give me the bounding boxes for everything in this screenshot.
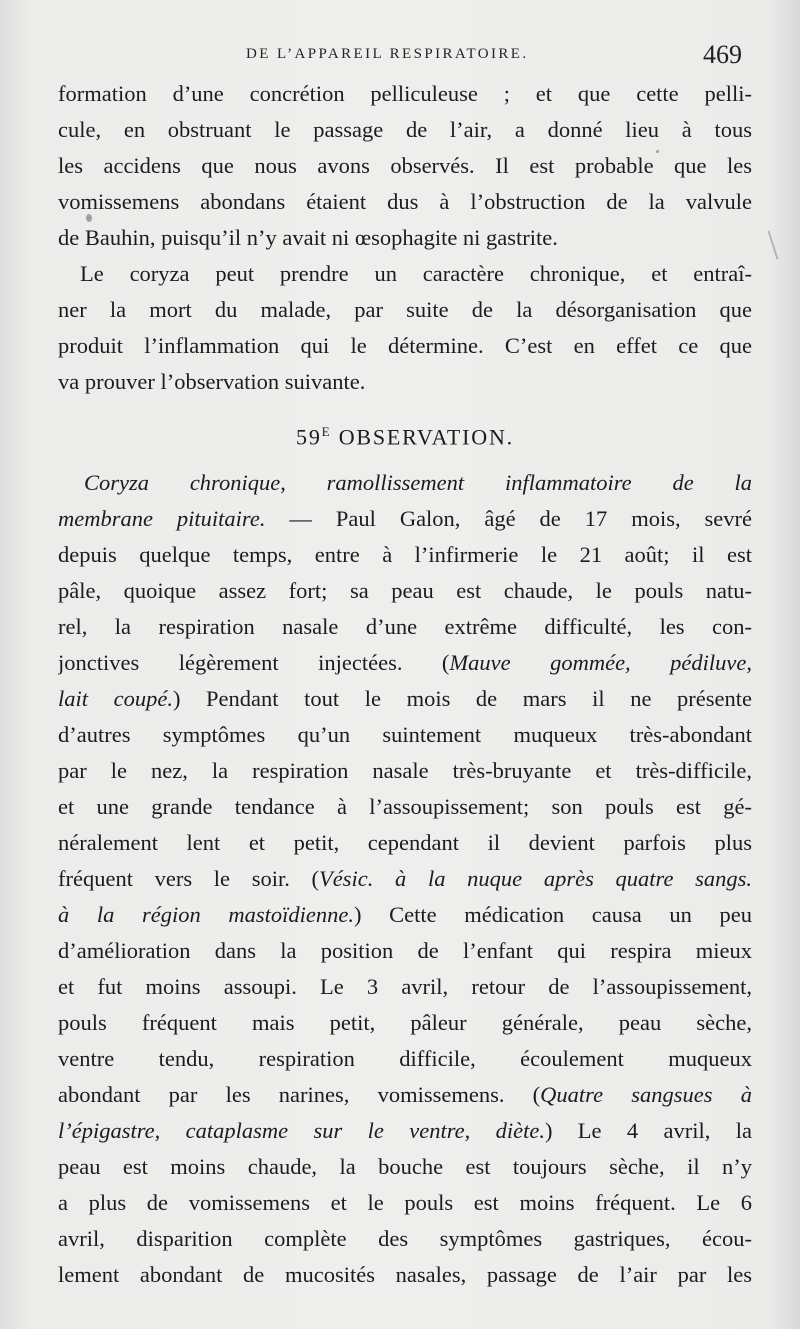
prescription-text: à la région mastoïdienne. <box>58 902 354 928</box>
ink-speck <box>767 230 778 259</box>
case-title-line: Coryza chronique, ramollissement inflammatoire de la <box>84 470 752 496</box>
text-segment: ) Pendant tout le mois de mars il ne présente <box>172 686 752 712</box>
text-line <box>58 1113 752 1149</box>
text-line: va prouver l’observation suivante. <box>58 369 366 394</box>
text-line: vomissemens abondans étaient dus à l’obstruction de la valvule <box>58 189 752 214</box>
text-segment: fréquent vers le soir. ( <box>58 866 320 892</box>
text-line: et une grande tendance à l’assoupissement; son pouls est gé- <box>58 794 752 820</box>
paragraph-2 <box>58 256 752 400</box>
text-line: les accidens que nous avons observés. Il est probable que les <box>58 153 752 178</box>
text-line: avril, disparition complète des symptômes gastriques, écou- <box>58 1226 752 1252</box>
text-segment: jonctives légèrement injectées. ( <box>58 650 450 676</box>
text-segment: ) Le 4 avril, la <box>544 1118 752 1144</box>
page-number: 469 <box>703 40 742 69</box>
prescription-text: l’épigastre, cataplasme sur le ventre, diète. <box>58 1118 545 1144</box>
text-line: par le nez, la respiration nasale très-bruyante et très-difficile, <box>58 758 752 784</box>
text-line: pouls fréquent mais petit, pâleur générale, peau sèche, <box>58 1010 752 1036</box>
text-line: pâle, quoique assez fort; sa peau est chaude, le pouls natu- <box>58 578 752 604</box>
text-line: Le coryza peut prendre un caractère chronique, et entraî- <box>80 261 752 286</box>
text-line: néralement lent et petit, cependant il devient parfois plus <box>58 830 752 856</box>
text-segment: ) Cette médication causa un peu <box>353 902 752 928</box>
body-text <box>58 76 752 1293</box>
text-line: et fut moins assoupi. Le 3 avril, retour de l’assoupissement, <box>58 974 752 1000</box>
text-line <box>58 501 752 537</box>
running-title: DE L’APPAREIL RESPIRATOIRE. <box>246 46 529 62</box>
text-segment: abondant par les narines, vomissemens. ( <box>58 1082 541 1108</box>
text-line: rel, la respiration nasale d’une extrême difficulté, les con- <box>58 614 752 640</box>
text-line: produit l’inflammation qui le détermine. C’est en effet ce que <box>58 333 752 358</box>
text-line: d’amélioration dans la position de l’enfant qui respira mieux <box>58 938 752 964</box>
prescription-text: Mauve gommée, pédiluve, <box>449 650 752 676</box>
prescription-text: Vésic. à la nuque après quatre sangs. <box>319 866 752 892</box>
text-line: ner la mort du malade, par suite de la désorganisation que <box>58 297 752 322</box>
text-line: a plus de vomissemens et le pouls est moins fréquent. Le 6 <box>58 1190 752 1216</box>
text-line: d’autres symptômes qu’un suintement muqueux très-abondant <box>58 722 752 748</box>
paragraph-1 <box>58 76 752 256</box>
observation-number: 59 <box>296 424 322 450</box>
text-line: depuis quelque temps, entre à l’infirmerie le 21 août; il est <box>58 542 752 568</box>
observation-number-suffix: E <box>321 424 332 439</box>
ink-speck <box>656 150 659 153</box>
text-line: lement abondant de mucosités nasales, passage de l’air par les <box>58 1262 752 1288</box>
text-line <box>58 861 752 897</box>
text-segment: — Paul Galon, âgé de 17 mois, sevré <box>265 506 752 532</box>
text-line <box>58 897 752 933</box>
ink-speck <box>86 214 92 222</box>
observation-title: OBSERVATION. <box>338 424 514 450</box>
text-line: ventre tendu, respiration difficile, écoulement muqueux <box>58 1046 752 1072</box>
observation-heading <box>58 414 752 455</box>
text-line <box>58 1077 752 1113</box>
paragraph-3 <box>58 465 752 1293</box>
text-line: peau est moins chaude, la bouche est toujours sèche, il n’y <box>58 1154 752 1180</box>
text-line: de Bauhin, puisqu’il n’y avait ni œsophagite ni gastrite. <box>58 225 558 250</box>
text-line: cule, en obstruant le passage de l’air, a donné lieu à tous <box>58 117 752 142</box>
text-line: formation d’une concrétion pelliculeuse ; et que cette pelli- <box>58 81 752 106</box>
text-line <box>58 645 752 681</box>
running-header <box>0 42 800 78</box>
prescription-text: lait coupé. <box>58 686 173 712</box>
text-line <box>58 681 752 717</box>
case-title-end: membrane pituitaire. <box>58 506 266 532</box>
prescription-text: Quatre sangsues à <box>540 1082 752 1108</box>
